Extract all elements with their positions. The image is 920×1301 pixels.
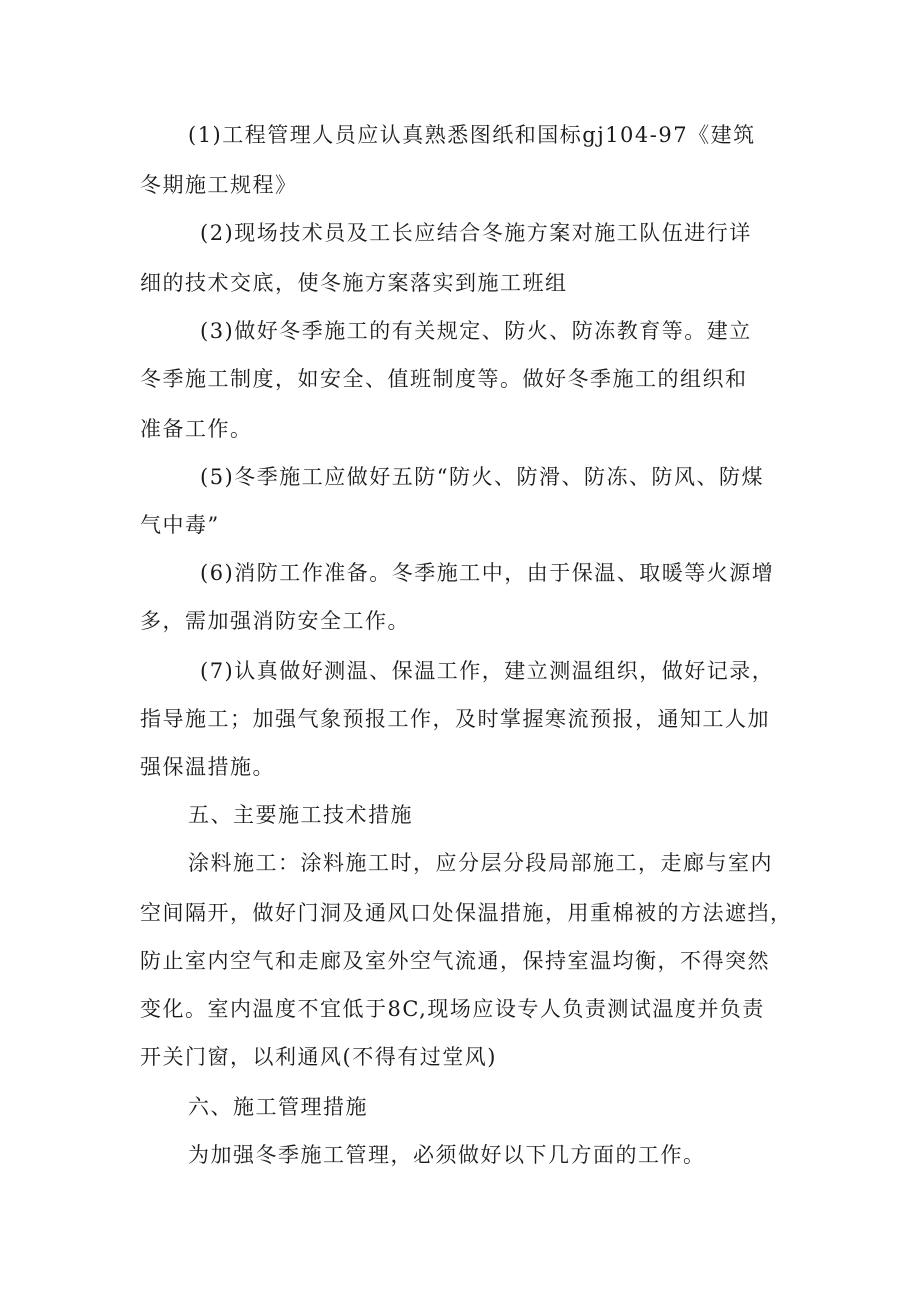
paragraph-line: 变化。室内温度不宜低于8C,现场应设专人负责测试温度并负责 — [140, 997, 765, 1021]
section-heading: 六、施工管理措施 — [188, 1095, 368, 1119]
paragraph-line: 涂料施工：涂料施工时，应分层分段局部施工，走廊与室内 — [188, 851, 773, 875]
paragraph-line: 细的技术交底，使冬施方案落实到施工班组 — [140, 271, 568, 295]
paragraph-line: 冬期施工规程》 — [140, 173, 298, 197]
paragraph-line: 强保温措施。 — [140, 755, 275, 779]
paragraph-line: 指导施工；加强气象预报工作，及时掌握寒流预报，通知工人加 — [140, 707, 770, 731]
paragraph-line: 冬季施工制度，如安全、值班制度等。做好冬季施工的组织和 — [140, 367, 748, 391]
paragraph-line: (6)消防工作准备。冬季施工中，由于保温、取暖等火源增 — [200, 561, 775, 585]
paragraph-line: (7)认真做好测温、保温工作，建立测温组织，做好记录， — [200, 659, 775, 683]
paragraph-line: 多，需加强消防安全工作。 — [140, 609, 410, 633]
paragraph-line: (5)冬季施工应做好五防“防火、防滑、防冻、防风、防煤 — [200, 465, 764, 489]
paragraph-line: 为加强冬季施工管理，必须做好以下几方面的工作。 — [188, 1143, 706, 1167]
paragraph-line: (2)现场技术员及工长应结合冬施方案对施工队伍进行详 — [200, 221, 752, 245]
paragraph-line: (1)工程管理人员应认真熟悉图纸和国标gj104-97《建筑 — [188, 123, 756, 147]
paragraph-line: 空间隔开，做好门洞及通风口处保温措施，用重棉被的方法遮挡， — [140, 901, 793, 925]
paragraph-line: 开关门窗，以利通风(不得有过堂风) — [140, 1045, 497, 1069]
paragraph-line: 防止室内空气和走廊及室外空气流通，保持室温均衡，不得突然 — [140, 949, 770, 973]
section-heading: 五、主要施工技术措施 — [188, 803, 413, 827]
paragraph-line: 准备工作。 — [140, 417, 253, 441]
paragraph-line: 气中毒” — [140, 513, 220, 537]
paragraph-line: (3)做好冬季施工的有关规定、防火、防冻教育等。建立 — [200, 319, 752, 343]
